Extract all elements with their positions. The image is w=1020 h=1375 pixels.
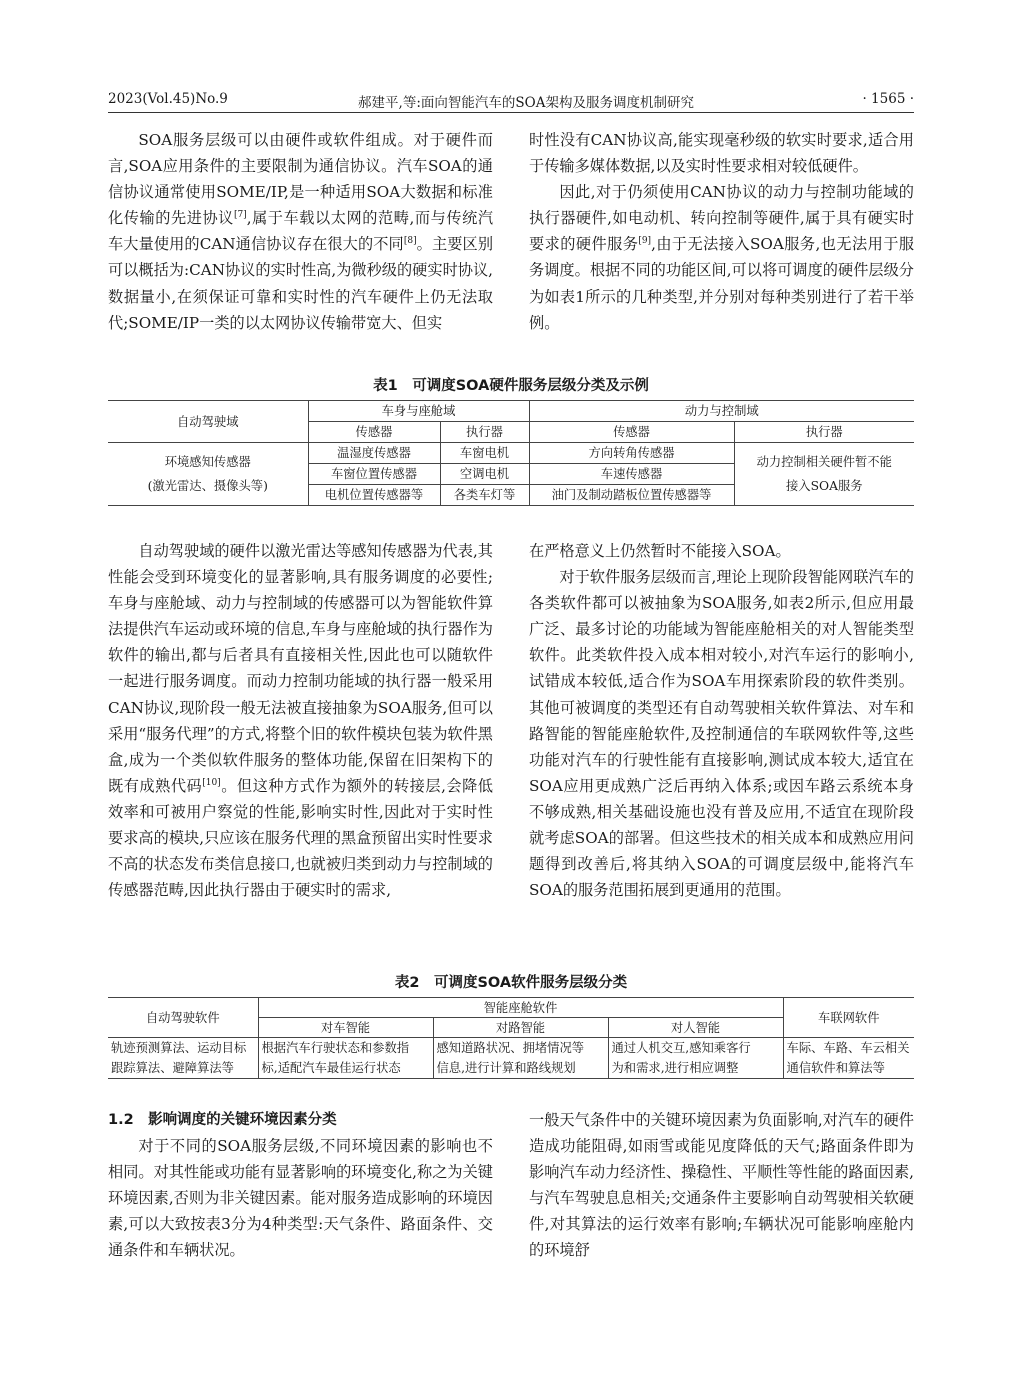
paragraph: 自动驾驶域的硬件以激光雷达等感知传感器为代表,其性能会受到环境变化的显著影响,具有服务调度的必要性;车身与座舱域、动力与控制域的传感器可以为智能软件算法提供汽车运动或环境的信息,车身与座舱域的执行器作为软件的输出,都与后者具有直接相关性,因此也可以随软件一起进行服务调度。而动力控制功能域的执行器一般采用CAN协议,现阶段一般无法被直接抽象为SOA服务,但可以采用“服务代理”的方式,将整个旧的软件模块包装为软件黑盒,成为一个类似软件服务的整体功能,保留在旧架构下的既有成熟代码[10]。但这种方式作为额外的转接层,会降低效率和可被用户察觉的性能,影响实时性,因此对于实时性要求高的模块,只应该在服务代理的黑盒预留出实时性要求不高的状态发布类信息接口,也就被归类到动力与控制域的传感器范畴,因此执行器由于硬实时的需求, — [108, 542, 493, 900]
table-subheader: 对车智能 — [258, 1018, 433, 1038]
table-header: 自动驾驶软件 — [108, 998, 258, 1038]
table-subheader: 执行器 — [734, 422, 914, 443]
table-cell: 车际、车路、车云相关 通信软件和算法等 — [783, 1038, 914, 1079]
table-cell: 方向转角传感器 — [529, 443, 734, 464]
paragraph: SOA服务层级可以由硬件或软件组成。对于硬件而言,SOA应用条件的主要限制为通信协议。汽车SOA的通信协议通常使用SOME/IP,是一种适用SOA大数据和标准化传输的先进协议[7],属于车载以太网的范畴,而与传统汽车大量使用的CAN通信协议存在很大的不同[8]。主要区别可以概括为:CAN协议的实时性高,为微秒级的硬实时协议,数据量小,在须保证可靠和实时性的汽车硬件上仍无法取代;SOME/IP一类的以太网协议传输带宽大、但实 — [108, 131, 494, 332]
citation: [10] — [202, 777, 221, 788]
citation: [7] — [233, 210, 247, 221]
table2 — [108, 997, 914, 1079]
table-header: 自动驾驶域 — [108, 401, 308, 443]
paragraph: 一般天气条件中的关键环境因素为负面影响,对汽车的硬件造成功能阻碍,如雨雪或能见度降低的天气;路面条件即为影响汽车动力经济性、操稳性、平顺性等性能的路面因素,与汽车驾驶息息相关;交通条件主要影响自动驾驶相关软硬件,对其算法的运行效率有影响;车辆状况可能影响座舱内的环境舒 — [529, 1111, 914, 1260]
table-cell: 车窗位置传感器 — [308, 464, 440, 485]
table-cell: 各类车灯等 — [440, 485, 529, 506]
page-number: · 1565 · — [862, 91, 914, 107]
running-title: 郝建平,等:面向智能汽车的SOA架构及服务调度机制研究 — [358, 95, 694, 111]
table-subheader: 对路智能 — [433, 1018, 608, 1038]
table-cell: 油门及制动踏板位置传感器等 — [529, 485, 734, 506]
citation: [9] — [638, 236, 652, 247]
table-subheader: 传感器 — [308, 422, 440, 443]
paragraph: 在严格意义上仍然暂时不能接入SOA。 — [529, 542, 791, 560]
table-cell: 温湿度传感器 — [308, 443, 440, 464]
table-cell: 动力控制相关硬件暂不能 接入SOA服务 — [734, 443, 914, 506]
citation: [8] — [403, 236, 417, 247]
running-header — [108, 91, 914, 113]
table-cell: 空调电机 — [440, 464, 529, 485]
table-cell: 车速传感器 — [529, 464, 734, 485]
section-heading: 1.2 影响调度的关键环境因素分类 — [108, 1112, 337, 1128]
top-left-column — [108, 127, 493, 336]
journal-issue: 2023(Vol.45)No.9 — [108, 91, 228, 107]
table-subheader: 执行器 — [440, 422, 529, 443]
table-cell: 通过人机交互,感知乘客行 为和需求,进行相应调整 — [608, 1038, 783, 1079]
table-subheader: 传感器 — [529, 422, 734, 443]
paragraph: 对于软件服务层级而言,理论上现阶段智能网联汽车的各类软件都可以被抽象为SOA服务,如表2所示,但应用最广泛、最多讨论的功能域为智能座舱相关的对人智能类型软件。此类软件投入成本相对较小,对汽车运行的影响小,试错成本较低,适合作为SOA车用探索阶段的软件类别。其他可被调度的类型还有自动驾驶相关软件算法、对车和路智能的智能座舱软件,及控制通信的车联网软件等,这些功能对汽车的行驶性能有直接影响,测试成本较大,适宜在SOA应用更成熟广泛后再纳入体系;或因车路云系统本身不够成熟,相关基础设施也没有普及应用,不适宜在现阶段就考虑SOA的部署。但这些技术的相关成本和成熟应用问题得到改善后,将其纳入SOA的可调度层级中,能将汽车SOA的服务范围拓展到更通用的范围。 — [529, 568, 914, 900]
table1-caption: 表1 可调度SOA硬件服务层级分类及示例 — [373, 378, 649, 394]
table-cell: 根据汽车行驶状态和参数指 标,适配汽车最佳运行状态 — [258, 1038, 433, 1079]
table-cell: 环境感知传感器 (激光雷达、摄像头等) — [108, 443, 308, 506]
table1 — [108, 400, 914, 506]
paragraph: 对于不同的SOA服务层级,不同环境因素的影响也不相同。对其性能或功能有显著影响的环境变化,称之为关键环境因素,否则为非关键因素。能对服务造成影响的环境因素,可以大致按表3分为4种类型:天气条件、路面条件、交通条件和车辆状况。 — [108, 1137, 493, 1260]
top-right-column — [529, 127, 914, 336]
table-header: 车联网软件 — [783, 998, 914, 1038]
paragraph: 时性没有CAN协议高,能实现毫秒级的软实时要求,适合用于传输多媒体数据,以及实时性要求相对较低硬件。 — [529, 131, 914, 176]
table-subheader: 对人智能 — [608, 1018, 783, 1038]
bottom-right-column — [529, 1107, 914, 1264]
middle-left-column — [108, 538, 493, 903]
table-header: 动力与控制域 — [529, 401, 914, 422]
middle-right-column — [529, 538, 914, 903]
table-cell: 轨迹预测算法、运动目标 跟踪算法、避障算法等 — [108, 1038, 258, 1079]
table-cell: 感知道路状况、拥堵情况等 信息,进行计算和路线规划 — [433, 1038, 608, 1079]
table-cell: 电机位置传感器等 — [308, 485, 440, 506]
paragraph: 因此,对于仍须使用CAN协议的动力与控制功能域的执行器硬件,如电动机、转向控制等硬件,属于具有硬实时要求的硬件服务[9],由于无法接入SOA服务,也无法用于服务调度。根据不同的功能区间,可以将可调度的硬件层级分为如表1所示的几种类型,并分别对每种类别进行了若干举例。 — [529, 183, 915, 332]
table-header: 车身与座舱域 — [308, 401, 529, 422]
bottom-left-column — [108, 1107, 493, 1264]
table-cell: 车窗电机 — [440, 443, 529, 464]
table2-caption: 表2 可调度SOA软件服务层级分类 — [394, 975, 628, 991]
table-header: 智能座舱软件 — [258, 998, 783, 1018]
